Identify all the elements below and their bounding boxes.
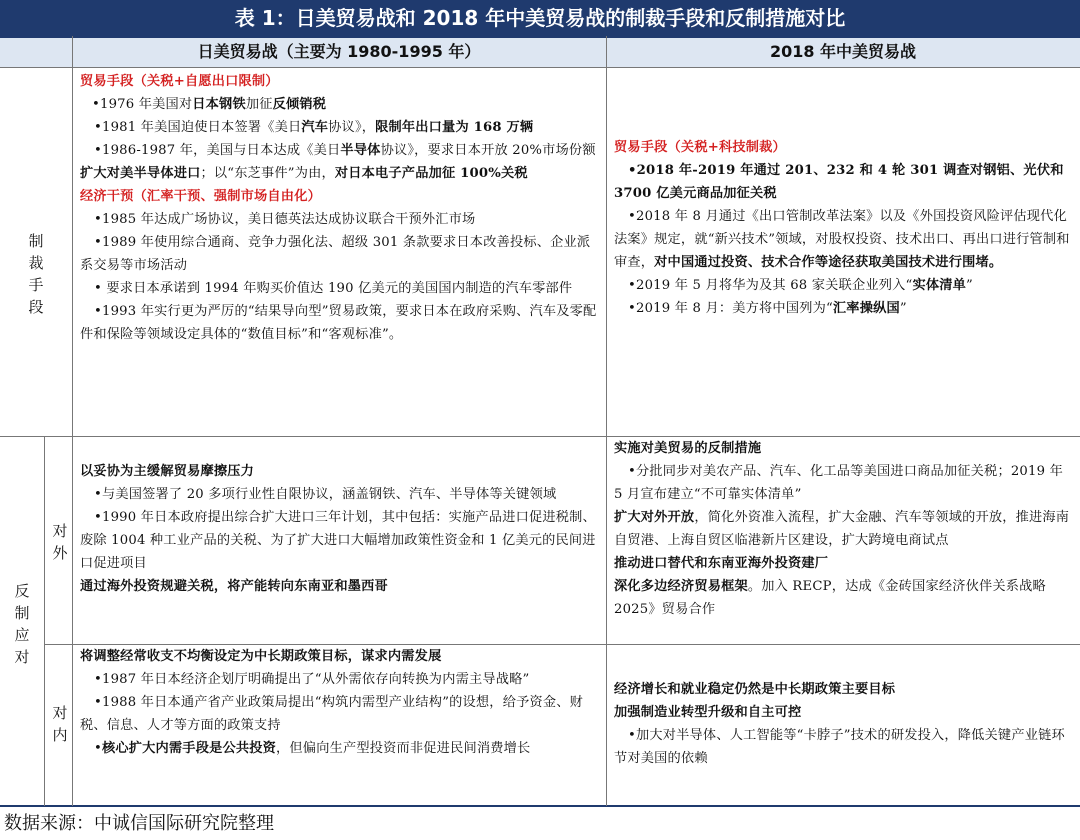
china-external-2: 扩大对外开放，简化外资准入流程，扩大金融、汽车等领域的开放，推进海南自贸港、上海自贸区临港新片区建设，扩大跨境电商试点 xyxy=(614,510,1070,548)
japan-internal-2: •1988 年日本通产省产业政策局提出“构筑内需型产业结构”的设想，给予资金、财税、信息、人才等方面的政策支持 xyxy=(80,695,584,733)
japan-sanction-1976: •1976 年美国对日本钢铁加征反倾销税 xyxy=(92,97,327,112)
china-external-heading: 实施对美贸易的反制措施 xyxy=(614,441,762,456)
china-trade-heading: 贸易手段（关税+科技制裁） xyxy=(614,140,786,155)
row-label-internal: 对内 xyxy=(52,704,68,744)
header-japan: 日美贸易战（主要为 1980-1995 年） xyxy=(72,36,606,68)
rule-top xyxy=(0,36,1080,38)
japan-trade-heading: 贸易手段（关税+自愿出口限制） xyxy=(80,74,279,89)
rule-header xyxy=(0,67,1080,68)
japan-external-1: •与美国签署了 20 多项行业性自限协议，涵盖钢铁、汽车、半导体等关键领域 xyxy=(94,487,557,502)
china-internal-2: 加强制造业转型升级和自主可控 xyxy=(614,705,802,720)
japan-econ-heading: 经济干预（汇率干预、强制市场自由化） xyxy=(80,189,321,204)
japan-internal-3: •核心扩大内需手段是公共投资，但偏向生产型投资而非促进民间消费增长 xyxy=(94,741,531,756)
row-label-external: 对外 xyxy=(52,522,68,562)
japan-sanction-1981: •1981 年美国迫使日本签署《美日汽车协议》，限制年出口量为 168 万辆 xyxy=(94,120,534,135)
japan-sanction-1985: •1985 年达成广场协议，美日德英法达成协议联合干预外汇市场 xyxy=(94,212,476,227)
rule-bottom xyxy=(0,805,1080,807)
table-title: 表 1：日美贸易战和 2018 年中美贸易战的制裁手段和反制措施对比 xyxy=(0,0,1080,36)
china-external-1: •分批同步对美农产品、汽车、化工品等美国进口商品加征关税；2019 年 5 月宣布建立“不可靠实体清单” xyxy=(614,464,1063,502)
china-external-4: 深化多边经济贸易框架。加入 RECP，达成《金砖国家经济伙伴关系战略 2025》贸易合作 xyxy=(614,579,1046,617)
china-sanction-entity-list: •2019 年 5 月将华为及其 68 家关联企业列入“实体清单” xyxy=(628,278,973,293)
header-corner xyxy=(0,36,72,68)
china-external-3: 推动进口替代和东南亚海外投资建厂 xyxy=(614,556,829,571)
rule-col1 xyxy=(72,36,73,436)
cell-sanctions-china xyxy=(614,136,1074,436)
china-internal-heading: 经济增长和就业稳定仍然是中长期政策主要目标 xyxy=(614,682,896,697)
cell-internal-japan xyxy=(80,645,602,805)
source-note: 数据来源：中诚信国际研究院整理 xyxy=(4,813,274,834)
cell-external-japan xyxy=(80,460,602,644)
header-china: 2018 年中美贸易战 xyxy=(606,36,1080,68)
comparison-table xyxy=(0,36,1080,808)
rule-col0 xyxy=(44,436,45,806)
japan-sanction-1986: •1986-1987 年，美国与日本达成《美日半导体协议》，要求日本开放 20%市场份额扩大对美半导体进口；以“东芝事件”为由，对日本电子产品加征 100%关税 xyxy=(80,143,596,181)
rule-col1b xyxy=(72,436,73,806)
row-label-countermeasures: 反制应对 xyxy=(14,582,30,666)
japan-sanction-1989: •1989 年使用综合通商、竞争力强化法、超级 301 条款要求日本改善投标、企业派系交易等市场活动 xyxy=(80,235,591,273)
japan-sanction-1993: •1993 年实行更为严厉的“结果导向型”贸易政策，要求日本在政府采购、汽车及零配件和保险等领域设定具体的“数值目标”和“客观标准”。 xyxy=(80,304,597,342)
cell-sanctions-japan xyxy=(80,70,602,436)
row-label-sanctions: 制裁手段 xyxy=(28,232,44,316)
cell-external-china xyxy=(614,437,1074,644)
japan-internal-1: •1987 年日本经济企划厅明确提出了“从外需依存向转换为内需主导战略” xyxy=(94,672,530,687)
china-sanction-currency: •2019 年 8 月：美方将中国列为“汇率操纵国” xyxy=(628,301,907,316)
japan-sanction-1994: • 要求日本承诺到 1994 年购买价值达 190 亿美元的美国国内制造的汽车零部件 xyxy=(94,281,573,296)
japan-external-heading: 以妥协为主缓解贸易摩擦压力 xyxy=(80,464,255,479)
japan-external-3: 通过海外投资规避关税，将产能转向东南亚和墨西哥 xyxy=(80,579,388,594)
japan-external-2: •1990 年日本政府提出综合扩大进口三年计划，其中包括：实施产品进口促进税制、废除 1004 种工业产品的关税、为了扩大进口大幅增加政策性资金和 1 亿美元的民间进口促进项目 xyxy=(80,510,596,571)
rule-col2 xyxy=(606,36,607,806)
china-sanction-2018-tariff: •2018 年-2019 年通过 201、232 和 4 轮 301 调查对钢铝、光伏和 3700 亿美元商品加征关税 xyxy=(614,163,1064,201)
cell-internal-china xyxy=(614,678,1074,805)
china-sanction-2018-export: •2018 年 8 月通过《出口管制改革法案》以及《外国投资风险评估现代化法案》规定，就“新兴技术”领域，对股权投资、技术出口、再出口进行管制和审查，对中国通过投资、技术合作等途径获取美国技术进行围堵。 xyxy=(614,209,1070,270)
china-internal-1: •加大对半导体、人工智能等“卡脖子”技术的研发投入，降低关键产业链环节对美国的依赖 xyxy=(614,728,1065,766)
japan-internal-heading: 将调整经常收支不均衡设定为中长期政策目标，谋求内需发展 xyxy=(80,649,442,664)
